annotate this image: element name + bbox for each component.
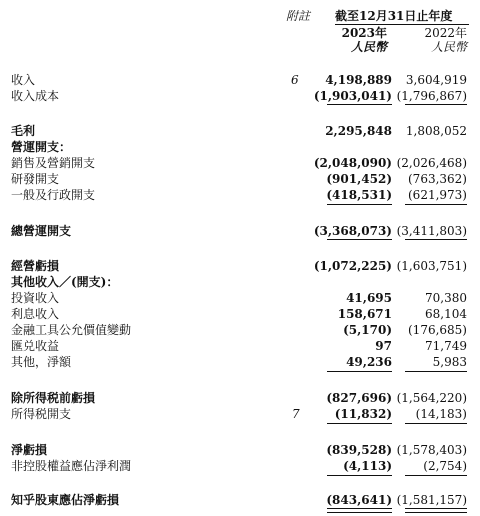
row-label: 知乎股東應佔淨虧損 <box>11 493 120 507</box>
currency-2022-header: 人民幣 <box>430 40 467 54</box>
subtotal-rule <box>327 371 392 372</box>
row-label: 研發開支 <box>11 172 60 186</box>
period-header: 截至12月31日止年度 <box>335 9 453 23</box>
subtotal-rule <box>327 239 392 240</box>
subtotal-rule <box>405 204 467 205</box>
value-2022: (763,362) <box>408 172 467 186</box>
value-2022: (3,411,803) <box>396 224 467 238</box>
value-2023: (1,903,041) <box>313 89 392 103</box>
value-2023: 97 <box>375 339 392 353</box>
subtotal-rule <box>405 104 467 105</box>
value-2023: (4,113) <box>343 459 392 473</box>
value-2022: 3,604,919 <box>405 73 467 87</box>
value-2023: (901,452) <box>326 172 392 186</box>
row-label: 其他，淨額 <box>11 355 72 369</box>
value-2023: (827,696) <box>326 391 392 405</box>
subtotal-rule <box>405 423 467 424</box>
value-2023: 49,236 <box>346 355 392 369</box>
subtotal-rule <box>327 204 392 205</box>
subtotal-rule <box>405 371 467 372</box>
value-2022: (1,603,751) <box>396 259 467 273</box>
value-2022: 70,380 <box>425 291 467 305</box>
currency-2023-header: 人民幣 <box>350 40 387 54</box>
value-2022: (176,685) <box>408 323 467 337</box>
row-label: 投資收入 <box>11 291 60 305</box>
row-label: 銷售及營銷開支 <box>11 156 96 170</box>
row-label: 總營運開支 <box>11 224 72 238</box>
value-2022: (2,754) <box>423 459 467 473</box>
row-label: 收入 <box>11 73 36 87</box>
total-double-rule <box>405 508 467 513</box>
value-2023: (1,072,225) <box>313 259 392 273</box>
row-label: 金融工具公允價值變動 <box>11 323 132 337</box>
row-label: 收入成本 <box>11 89 60 103</box>
value-2022: 68,104 <box>425 307 467 321</box>
subtotal-rule <box>327 104 392 105</box>
row-label: 毛利 <box>11 124 36 138</box>
value-2023: (843,641) <box>326 493 392 507</box>
value-2022: (1,796,867) <box>396 89 467 103</box>
row-label: 匯兑收益 <box>11 339 60 353</box>
value-2022: 5,983 <box>432 355 467 369</box>
value-2023: (3,368,073) <box>313 224 392 238</box>
row-label: 除所得税前虧損 <box>11 391 96 405</box>
row-label: 利息收入 <box>11 307 60 321</box>
row-note: 6 <box>291 73 299 87</box>
value-2023: 4,198,889 <box>325 73 392 87</box>
note-column-header: 附註 <box>286 9 311 23</box>
total-double-rule <box>327 508 392 513</box>
row-label: 非控股權益應佔淨利潤 <box>11 459 132 473</box>
row-label: 淨虧損 <box>11 443 48 457</box>
section-heading: 營運開支： <box>11 140 72 154</box>
value-2022: 1,808,052 <box>405 124 467 138</box>
year-2023-header: 2023年 <box>341 26 387 40</box>
value-2022: (1,578,403) <box>396 443 467 457</box>
value-2022: (621,973) <box>408 188 467 202</box>
value-2023: (5,170) <box>343 323 392 337</box>
subtotal-rule <box>405 475 467 476</box>
value-2023: 41,695 <box>346 291 392 305</box>
row-note: 7 <box>292 407 300 421</box>
value-2022: (2,026,468) <box>396 156 467 170</box>
subtotal-rule <box>405 239 467 240</box>
value-2023: (2,048,090) <box>313 156 392 170</box>
value-2023: (839,528) <box>326 443 392 457</box>
value-2023: 2,295,848 <box>325 124 392 138</box>
period-header-rule <box>335 24 469 25</box>
value-2023: (11,832) <box>334 407 392 421</box>
row-label: 一般及行政開支 <box>11 188 96 202</box>
value-2023: (418,531) <box>326 188 392 202</box>
section-heading: 其他收入／(開支)： <box>11 275 119 289</box>
value-2022: (1,564,220) <box>396 391 467 405</box>
row-label: 經營虧損 <box>11 259 60 273</box>
value-2023: 158,671 <box>337 307 392 321</box>
value-2022: (1,581,157) <box>396 493 467 507</box>
value-2022: (14,183) <box>415 407 467 421</box>
subtotal-rule <box>327 475 392 476</box>
year-2022-header: 2022年 <box>424 26 467 40</box>
subtotal-rule <box>327 423 392 424</box>
row-label: 所得税開支 <box>11 407 72 421</box>
value-2022: 71,749 <box>425 339 467 353</box>
